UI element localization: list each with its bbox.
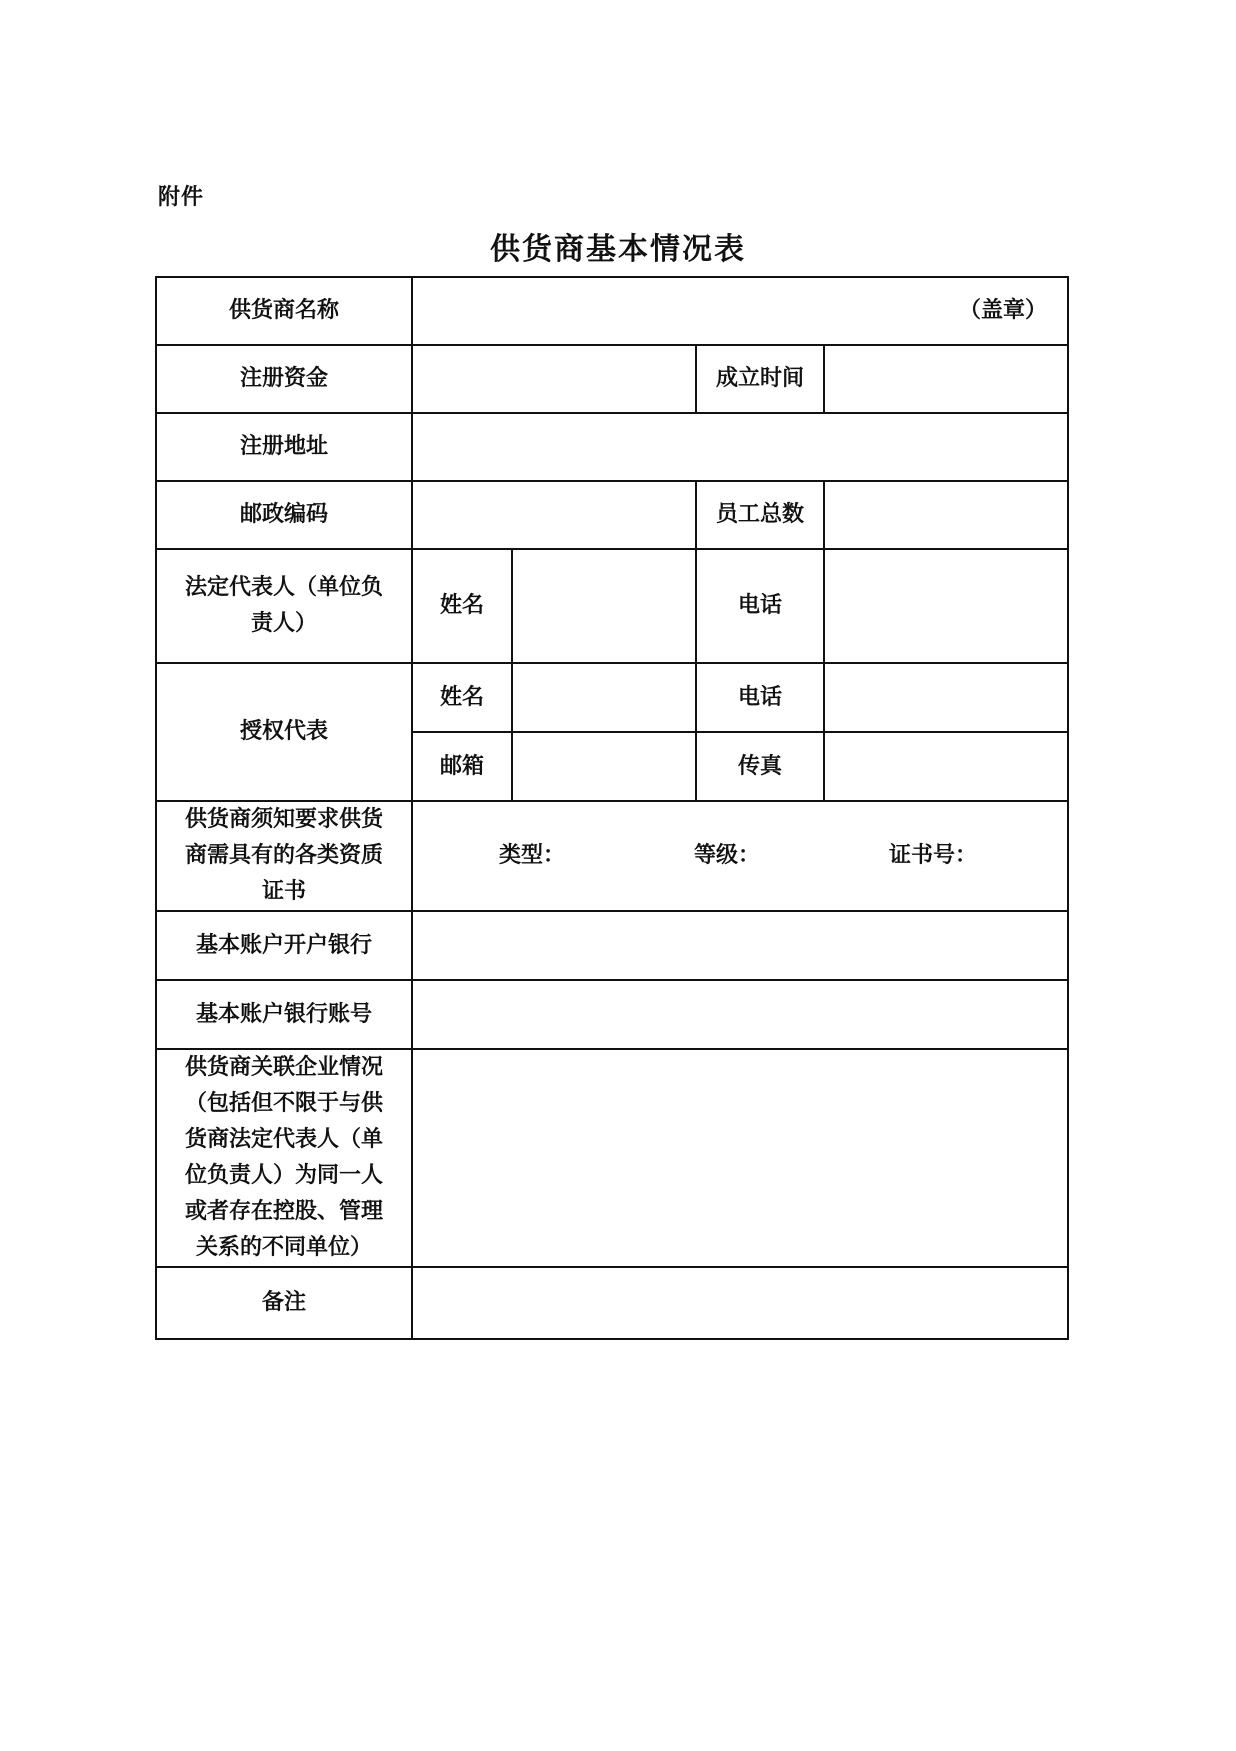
registered-capital-field[interactable] — [412, 345, 696, 413]
auth-email-label: 邮箱 — [412, 732, 512, 801]
attachment-label: 附件 — [158, 185, 205, 210]
cert-fields-line — [413, 838, 1067, 874]
remarks-field[interactable] — [412, 1267, 1068, 1339]
row-auth-rep-1 — [156, 663, 1068, 732]
bank-name-label: 基本账户开户银行 — [156, 911, 412, 980]
supplier-name-label: 供货商名称 — [156, 277, 412, 345]
supplier-info-table — [155, 276, 1069, 1340]
cert-number-label: 证书号： — [889, 843, 978, 868]
established-date-label: 成立时间 — [696, 345, 824, 413]
registered-capital-label: 注册资金 — [156, 345, 412, 413]
page-title: 供货商基本情况表 — [490, 232, 746, 267]
auth-email-field[interactable] — [512, 732, 696, 801]
registered-address-field[interactable] — [412, 413, 1068, 481]
auth-fax-label: 传真 — [696, 732, 824, 801]
auth-phone-label: 电话 — [696, 663, 824, 732]
legal-rep-name-label: 姓名 — [412, 549, 512, 663]
authorized-rep-label: 授权代表 — [156, 663, 412, 801]
auth-name-label: 姓名 — [412, 663, 512, 732]
postal-code-label: 邮政编码 — [156, 481, 412, 549]
established-date-field[interactable] — [824, 345, 1068, 413]
legal-rep-name-field[interactable] — [512, 549, 696, 663]
cert-type-label: 类型： — [499, 843, 566, 868]
remarks-label: 备注 — [156, 1267, 412, 1339]
supplier-name-field[interactable] — [412, 277, 1068, 345]
qualification-label: 供货商须知要求供货商需具有的各类资质证书 — [156, 801, 412, 911]
affiliates-label: 供货商关联企业情况（包括但不限于与供货商法定代表人（单位负责人）为同一人或者存在控股、管理关系的不同单位） — [156, 1049, 412, 1267]
row-qualification — [156, 801, 1068, 911]
legal-rep-label: 法定代表人（单位负责人） — [156, 549, 412, 663]
row-supplier-name — [156, 277, 1068, 345]
employee-count-label: 员工总数 — [696, 481, 824, 549]
row-legal-rep — [156, 549, 1068, 663]
row-affiliates — [156, 1049, 1068, 1267]
employee-count-field[interactable] — [824, 481, 1068, 549]
auth-name-field[interactable] — [512, 663, 696, 732]
affiliates-field[interactable] — [412, 1049, 1068, 1267]
legal-rep-phone-label: 电话 — [696, 549, 824, 663]
row-bank-account — [156, 980, 1068, 1049]
stamp-note: （盖章） — [959, 298, 1048, 323]
row-capital — [156, 345, 1068, 413]
row-bank-name — [156, 911, 1068, 980]
qualification-field[interactable] — [412, 801, 1068, 911]
bank-account-field[interactable] — [412, 980, 1068, 1049]
row-remarks — [156, 1267, 1068, 1339]
legal-rep-phone-field[interactable] — [824, 549, 1068, 663]
row-address — [156, 413, 1068, 481]
registered-address-label: 注册地址 — [156, 413, 412, 481]
bank-name-field[interactable] — [412, 911, 1068, 980]
bank-account-label: 基本账户银行账号 — [156, 980, 412, 1049]
row-postal — [156, 481, 1068, 549]
auth-phone-field[interactable] — [824, 663, 1068, 732]
auth-fax-field[interactable] — [824, 732, 1068, 801]
cert-level-label: 等级： — [694, 843, 761, 868]
postal-code-field[interactable] — [412, 481, 696, 549]
